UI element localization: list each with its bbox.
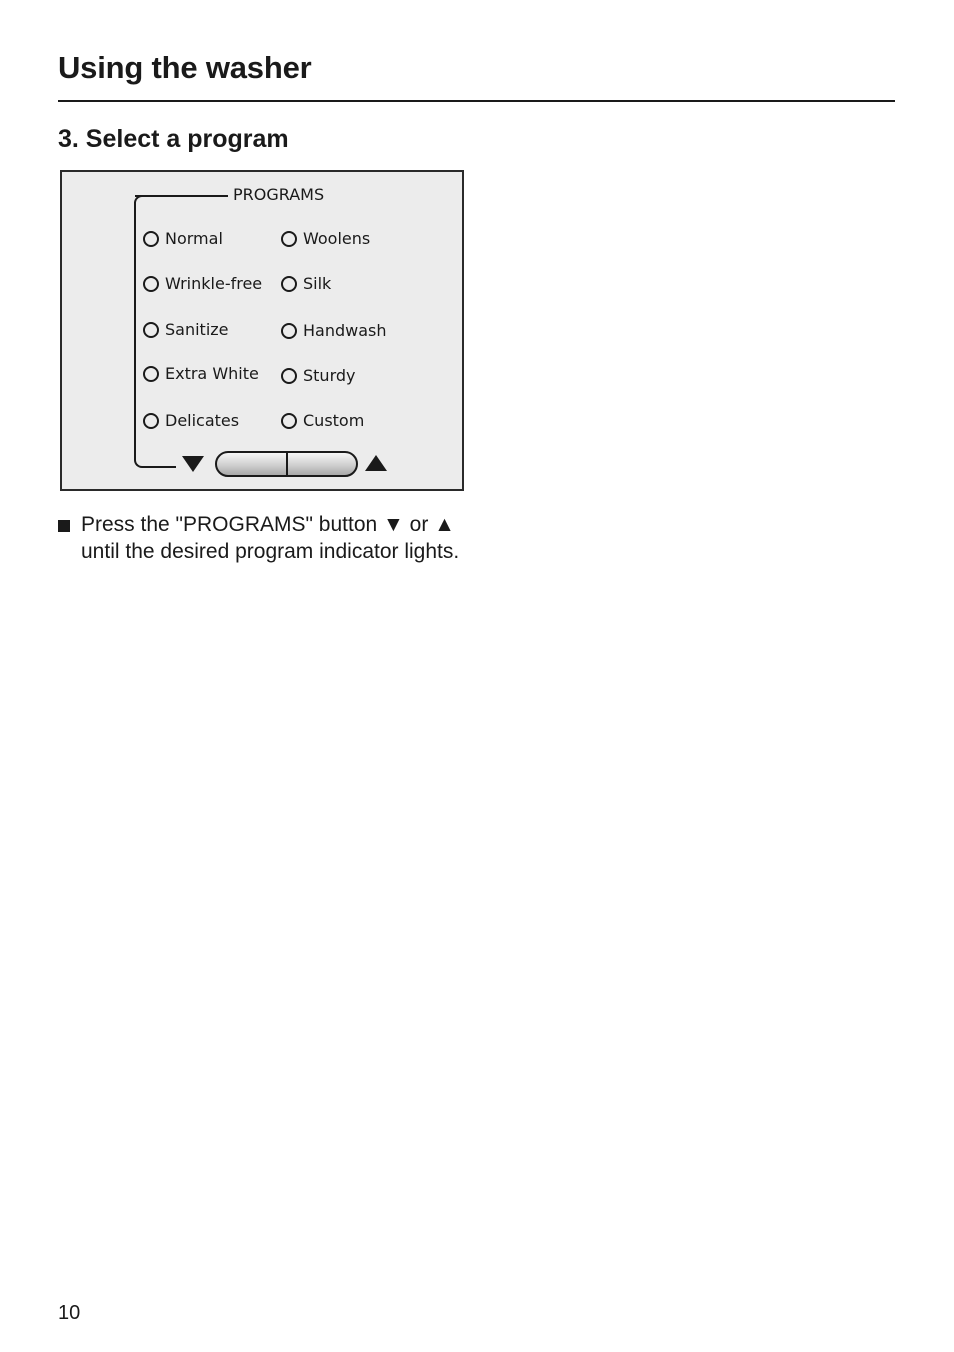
panel-bracket-side-line xyxy=(134,202,136,458)
indicator-light-icon xyxy=(281,276,297,292)
page-title: Using the washer xyxy=(58,50,312,85)
program-option-sanitize xyxy=(143,320,229,339)
program-label: Normal xyxy=(165,229,223,248)
instruction-text: Press the "PROGRAMS" button ▼ or ▲ until the desired program indicator lights. xyxy=(81,513,460,563)
program-option-sturdy xyxy=(281,366,356,385)
programs-panel-illustration xyxy=(60,170,464,491)
program-label: Extra White xyxy=(165,364,259,383)
indicator-light-icon xyxy=(143,322,159,338)
program-option-extra-white xyxy=(143,364,259,383)
program-label: Sturdy xyxy=(303,366,356,385)
indicator-light-icon xyxy=(281,231,297,247)
indicator-light-icon xyxy=(143,276,159,292)
program-option-custom xyxy=(281,411,364,430)
indicator-light-icon xyxy=(143,413,159,429)
panel-bracket-bottom-line xyxy=(142,466,176,468)
title-divider xyxy=(58,100,895,102)
arrow-down-icon xyxy=(182,456,204,472)
program-label: Wrinkle-free xyxy=(165,274,263,293)
program-label: Handwash xyxy=(303,321,387,340)
programs-rocker-button xyxy=(215,451,358,477)
section-heading: 3. Select a program xyxy=(58,125,289,153)
rocker-divider xyxy=(286,453,288,475)
indicator-light-icon xyxy=(143,366,159,382)
arrow-up-icon xyxy=(365,455,387,471)
indicator-light-icon xyxy=(143,231,159,247)
program-option-silk xyxy=(281,274,331,293)
program-label: Delicates xyxy=(165,411,240,430)
program-option-woolens xyxy=(281,229,370,248)
program-label: Silk xyxy=(303,274,332,293)
program-option-delicates xyxy=(143,411,239,430)
program-label: Woolens xyxy=(303,229,371,248)
page-number: 10 xyxy=(58,1302,81,1324)
program-option-normal xyxy=(143,229,223,248)
program-label: Sanitize xyxy=(165,320,229,339)
program-option-handwash xyxy=(281,321,387,340)
indicator-light-icon xyxy=(281,368,297,384)
programs-label: PROGRAMS xyxy=(233,185,325,204)
panel-bracket-top-line xyxy=(135,195,228,197)
indicator-light-icon xyxy=(281,413,297,429)
indicator-light-icon xyxy=(281,323,297,339)
program-label: Custom xyxy=(303,411,365,430)
square-bullet-icon xyxy=(58,520,70,532)
program-option-wrinkle-free xyxy=(143,274,262,293)
